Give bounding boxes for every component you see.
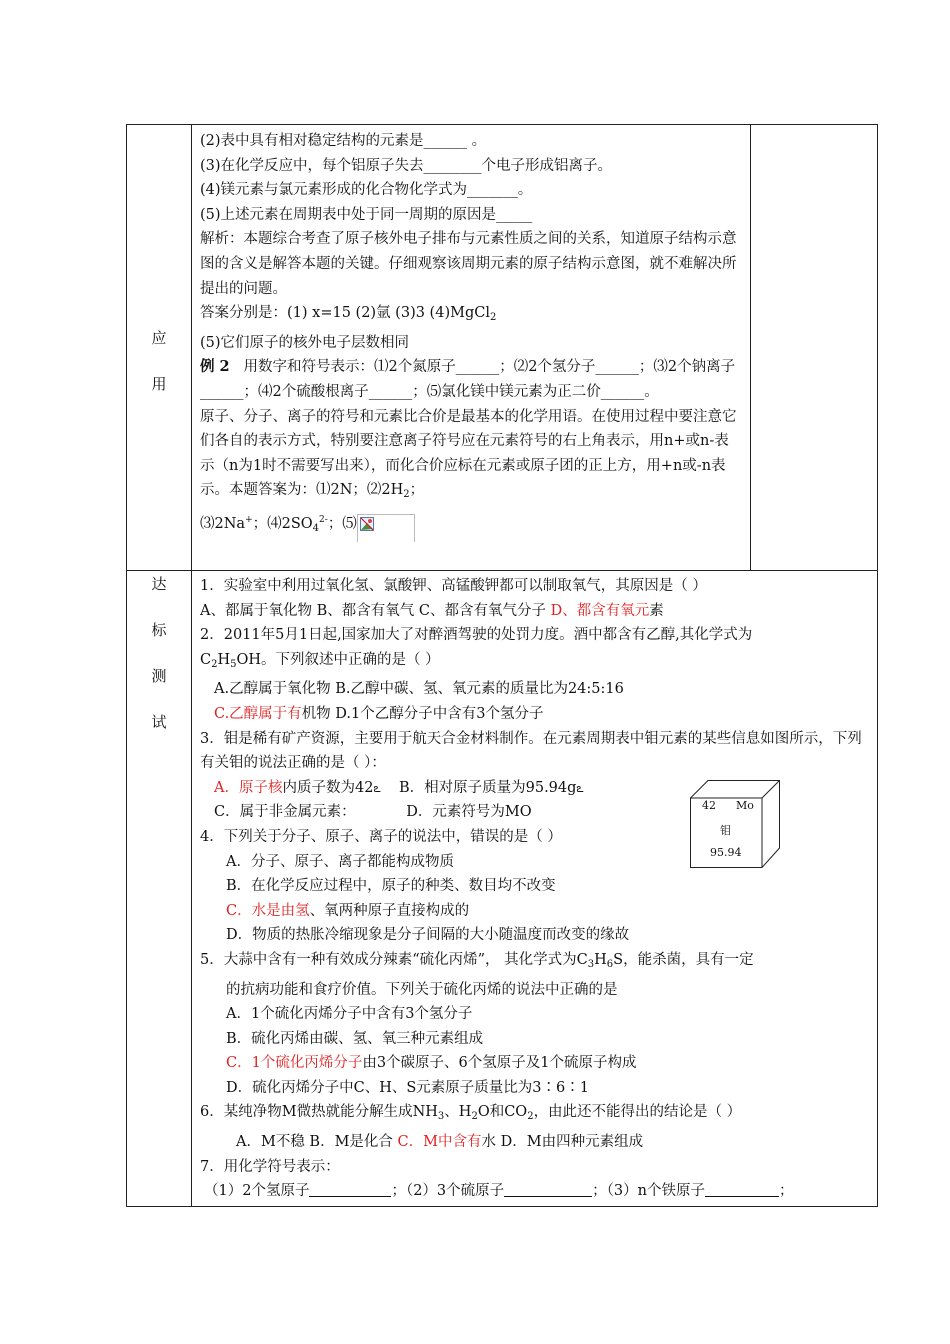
application-row: [127, 125, 878, 571]
worksheet-table: [126, 124, 878, 1207]
test-content: [192, 571, 878, 1207]
question-1-options: A、都属于氧化物 B、都含有氧气 C、都含有氧气分子 D、都含有氧元素: [200, 602, 664, 619]
question-4: 4．下列关于分子、原子、离子的说法中，错误的是（ ）: [200, 828, 562, 845]
question-3-option-cd: C．属于非金属元素： D．元素符号为MO: [214, 804, 532, 821]
answer-blank[interactable]: [705, 1182, 779, 1197]
question-6-options: A．M不稳 B．M是化合 C．M中含有水 D．M由四种元素组成: [236, 1134, 644, 1151]
question-2-option-ab: A.乙醇属于氧化物 B.乙醇中碳、氢、氧元素的质量比为24:5:16: [214, 681, 624, 698]
question-7: 7．用化学符号表示：: [200, 1158, 340, 1175]
question-5-option-a: A．1个硫化丙烯分子中含有3个氢分子: [226, 1006, 473, 1023]
question-4-option-b: B．在化学反应过程中，原子的种类、数目均不改变: [226, 878, 556, 895]
answer-blank[interactable]: [309, 1182, 391, 1197]
question-4-option-a: A．分子、原子、离子都能构成物质: [226, 853, 454, 870]
question-line: (5)上述元素在周期表中处于同一周期的原因是_____: [200, 206, 533, 223]
analysis-text: 解析：本题综合考查了原子核外电子排布与元素性质之间的关系，知道原子结构示意图的含义是解答本题的关键。仔细观察该周期元素的原子结构示意图，就不难解决所提出的问题。: [200, 231, 737, 297]
question-5-option-d: D．硫化丙烯分子中C、H、S元素原子质量比为3∶6∶1: [226, 1079, 589, 1096]
side-char: 用: [151, 375, 167, 393]
question-line: (2)表中具有相对稳定结构的元素是______ 。: [200, 133, 487, 149]
side-char: 测: [151, 667, 167, 685]
question-2-option-cd: C.乙醇属于有机物 D.1个乙醇分子中含有3个氢分子: [214, 705, 544, 722]
atomic-mass: 95.94: [710, 846, 742, 859]
explanation-text: 原子、分子、离子的符号和元素比合价是最基本的化学用语。在使用过程中要注意它们各自的表示方式，特别要注意离子符号应在元素符号的右上角表示，用n+或n-表示（n为1时不需要写出来），而化合价应标在元素或原子团的正上方，用+n或-n表示。本题答案为：⑴2N；$⑵2H_2$；: [200, 408, 737, 501]
broken-image-icon: [357, 514, 415, 542]
question-5-option-c: C．1个硫化丙烯分子由3个碳原子、6个氢原子及1个硫原子构成: [226, 1055, 637, 1072]
answer-line: 答案分别是：(1) x=15 (2)氩 (3)3 (4)MgCl$_2$: [200, 305, 497, 324]
side-char: 试: [151, 713, 167, 731]
question-line: (4)镁元素与氯元素形成的化合物化学式为_______。: [200, 182, 533, 199]
question-4-option-d: D．物质的热胀冷缩现象是分子间隔的大小随温度而改变的缘故: [226, 927, 630, 944]
side-label-test: [127, 571, 192, 1207]
answer-line: (5)它们原子的核外电子层数相同: [200, 334, 410, 351]
atomic-number: 42: [702, 799, 716, 812]
test-row: [127, 571, 878, 1207]
question-5-option-b: B．硫化丙烯由碳、氢、氧三种元素组成: [226, 1030, 484, 1047]
question-4-option-c: C．水是由氢、氧两种原子直接构成的: [226, 902, 470, 919]
blank-cell: [751, 125, 878, 571]
snail-icon: ఽ: [576, 780, 584, 795]
question-5: 5．大蒜中含有一种有效成分辣素“硫化丙烯”， 其化学式为$C_3H_6S$，能杀菌，具有一定: [200, 951, 754, 970]
side-char: 达: [151, 575, 167, 593]
answer-blank[interactable]: [504, 1182, 592, 1197]
question-5-cont: 的抗病功能和食疗价值。下列关于硫化丙烯的说法中正确的是: [226, 981, 618, 998]
question-6: 6．某纯净物M微热就能分解生成$NH_3$、$H_2O$和$CO_2$，由此还不能得出的结论是（ ）: [200, 1104, 742, 1123]
answer-tail: ⑶2Na+；$⑷2SO_4^{2-}$；⑸: [200, 508, 742, 542]
question-2: 2．2011年5月1日起,国家加大了对醉酒驾驶的处罚力度。酒中都含有乙醇,其化学式为: [200, 627, 753, 644]
molybdenum-element-box: [690, 780, 780, 868]
element-name: 钼: [720, 824, 731, 837]
side-char: 应: [151, 329, 167, 347]
side-char: 标: [151, 621, 167, 639]
question-2-cont: $C_2H_5OH$。下列叙述中正确的是（ ）: [200, 651, 440, 670]
question-line: (3)在化学反应中，每个铝原子失去________个电子形成铝离子。: [200, 157, 613, 174]
example-label: 例 2: [200, 358, 230, 376]
question-3-option-ab: A．原子核内质子数为42ఽ B．相对原子质量为95.94gఽ: [214, 779, 584, 796]
application-content: [192, 125, 751, 571]
example-2: 例 2 用数字和符号表示：⑴2个氮原子______；⑵2个氢分子______；⑶2个钠离子______；⑷2个硫酸根离子______；⑸氯化镁中镁元素为正二价______。: [200, 358, 736, 400]
side-label-application: [127, 125, 192, 571]
question-3: 3．钼是稀有矿产资源，主要用于航天合金材料制作。在元素周期表中钼元素的某些信息如图所示，下列有关钼的说法正确的是（ ）：: [200, 730, 862, 772]
snail-icon: ఽ: [373, 780, 381, 795]
element-symbol: Mo: [736, 799, 754, 812]
question-7-blanks: （1）2个氢原子 ；（2）3个硫原子 ；（3）n个铁原子 ；: [204, 1183, 794, 1200]
question-1: 1．实验室中利用过氧化氢、氯酸钾、高锰酸钾都可以制取氧气，其原因是（ ）: [200, 578, 707, 594]
